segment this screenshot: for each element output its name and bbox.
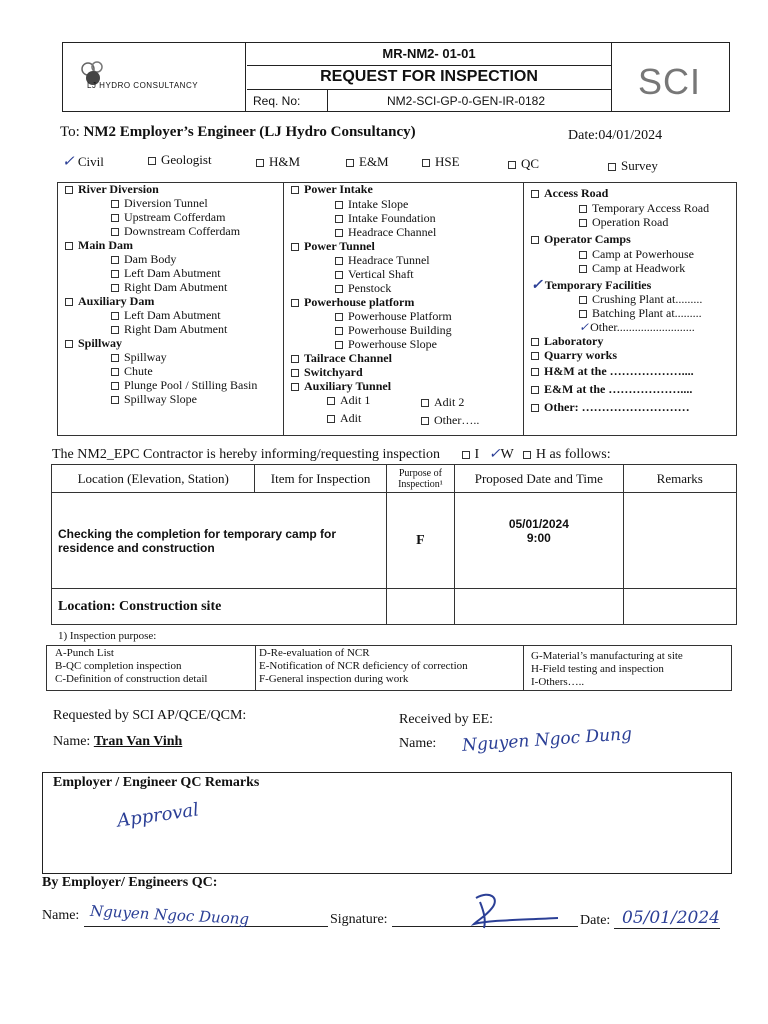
requester-name: Tran Van Vinh [93, 734, 183, 749]
footer-date-label: Date: [580, 913, 611, 928]
auxiliary-tunnel[interactable]: Auxiliary Tunnel [304, 379, 392, 393]
intake-foundation[interactable]: Intake Foundation [348, 211, 436, 225]
check-mark-icon: ✓ [531, 277, 543, 293]
form-header [62, 42, 730, 112]
signature-mark [440, 890, 560, 936]
header-date-time: Proposed Date and Time [455, 465, 623, 493]
requested-name-label: Name: [53, 734, 91, 749]
logo-text: LJ HYDRO CONSULTANCY [87, 81, 199, 90]
spillway[interactable]: Spillway [124, 350, 167, 364]
operator-camps[interactable]: Operator Camps [544, 232, 631, 246]
by-employer-label: By Employer/ Engineers QC: [42, 875, 218, 890]
received-by-label: Received by EE: [399, 712, 494, 727]
em-at[interactable]: E&M at the ……………….... [544, 382, 693, 396]
crushing-plant[interactable]: Crushing Plant at......... [592, 292, 703, 306]
purpose-g: G-Material’s manufacturing at site [531, 650, 683, 662]
proposed-time: 9:00 [526, 531, 551, 545]
request-date: Date:04/01/2024 [568, 128, 663, 143]
other-tunnel[interactable]: Other….. [434, 413, 480, 427]
form-code: MR-NM2- 01-01 [382, 46, 476, 61]
spillway-slope[interactable]: Spillway Slope [124, 392, 198, 406]
work-items-grid [57, 182, 737, 436]
powerhouse-platform-group[interactable]: Powerhouse platform [304, 295, 415, 309]
informing-text: The NM2_EPC Contractor is hereby informing/requesting inspection [52, 447, 441, 462]
req-row [247, 89, 612, 112]
headrace-channel[interactable]: Headrace Channel [348, 225, 437, 239]
switchyard[interactable]: Switchyard [304, 365, 363, 379]
purpose-a: A-Punch List [55, 647, 114, 659]
qc-remarks-box [42, 772, 732, 874]
column-civil-works [65, 182, 281, 436]
quarry-works[interactable]: Quarry works [544, 348, 617, 362]
auxiliary-dam[interactable]: Auxiliary Dam [78, 294, 155, 308]
other-item[interactable]: Other: ……………………… [544, 400, 690, 414]
checkbox-icon [608, 163, 616, 171]
discipline-hse[interactable]: HSE [422, 154, 460, 170]
spillway-group[interactable]: Spillway [78, 336, 123, 350]
header-purpose: Purpose of Inspection¹ [386, 465, 454, 493]
option-h[interactable]: H as follows: [535, 447, 611, 462]
purpose-note-title: 1) Inspection purpose: [58, 630, 157, 642]
batching-plant[interactable]: Batching Plant at......... [592, 306, 702, 320]
temporary-facilities[interactable]: Temporary Facilities [544, 278, 652, 292]
inspection-description: Checking the completion for temporary camp for residence and construction [52, 493, 387, 589]
purpose-h: H-Field testing and inspection [531, 663, 664, 675]
title-block [247, 43, 612, 89]
footer-handwritten-date: 05/01/2024 [622, 908, 720, 928]
upstream-cofferdam[interactable]: Upstream Cofferdam [124, 210, 226, 224]
checkbox-icon [508, 161, 516, 169]
checkbox-icon [256, 159, 264, 167]
left-dam-abutment[interactable]: Left Dam Abutment [124, 266, 221, 280]
purpose-d: D-Re-evaluation of NCR [259, 647, 370, 659]
discipline-row [62, 150, 702, 173]
discipline-geologist[interactable]: Geologist [148, 152, 212, 168]
company-logo [63, 43, 246, 111]
access-road[interactable]: Access Road [544, 186, 609, 200]
purpose-c: C-Definition of construction detail [55, 673, 208, 685]
headrace-tunnel[interactable]: Headrace Tunnel [348, 253, 430, 267]
dam-body[interactable]: Dam Body [124, 252, 177, 266]
table-row [52, 589, 737, 625]
header-item: Item for Inspection [255, 465, 386, 493]
adit-1[interactable]: Adit 1 [340, 393, 371, 407]
camp-powerhouse[interactable]: Camp at Powerhouse [592, 247, 694, 261]
powerhouse-building[interactable]: Powerhouse Building [348, 323, 452, 337]
inspection-table [51, 464, 737, 625]
inspection-location: Location: Construction site [52, 589, 387, 625]
check-mark-icon: ✓ [62, 152, 75, 170]
discipline-qc[interactable]: QC [508, 156, 539, 172]
footer-date-line [614, 928, 720, 929]
aux-right-abutment[interactable]: Right Dam Abutment [124, 322, 228, 336]
purpose-f: F-General inspection during work [259, 673, 409, 685]
other-facility[interactable]: Other.......................... [590, 320, 695, 334]
adit-2[interactable]: Adit 2 [434, 395, 465, 409]
requested-by-label: Requested by SCI AP/QCE/QCM: [53, 708, 247, 723]
req-label: Req. No: [253, 94, 301, 108]
receiver-handwritten-name: Nguyen Ngoc Dung [461, 724, 633, 756]
right-dam-abutment[interactable]: Right Dam Abutment [124, 280, 228, 294]
checkbox-icon [148, 157, 156, 165]
purpose-i: I-Others….. [531, 676, 585, 688]
received-name-label: Name: [399, 736, 437, 751]
checkbox-icon [346, 159, 354, 167]
option-w[interactable]: W [500, 447, 514, 462]
table-row [52, 493, 737, 589]
tailrace-channel[interactable]: Tailrace Channel [304, 351, 392, 365]
power-intake[interactable]: Power Intake [304, 182, 373, 196]
header-remarks: Remarks [623, 465, 736, 493]
remarks-handwritten: Approval [115, 799, 201, 832]
table-header-row [52, 465, 737, 493]
proposed-date: 05/01/2024 [508, 517, 569, 531]
remarks-label: Employer / Engineer QC Remarks [53, 775, 260, 790]
to-line [60, 124, 416, 141]
check-mark-icon: ✓ [488, 446, 501, 462]
purpose-legend [46, 645, 732, 691]
hm-at[interactable]: H&M at the ……………….... [544, 364, 694, 378]
informing-line [52, 446, 742, 463]
discipline-hm[interactable]: H&M [256, 154, 300, 170]
main-dam[interactable]: Main Dam [78, 238, 133, 252]
laboratory[interactable]: Laboratory [544, 334, 604, 348]
option-i[interactable]: I [474, 447, 480, 462]
to-label: To: [60, 124, 80, 140]
chute[interactable]: Chute [124, 364, 153, 378]
column-power-works [291, 182, 521, 436]
operation-road[interactable]: Operation Road [592, 215, 669, 229]
discipline-em[interactable]: E&M [346, 154, 389, 170]
sci-logo: SCI [638, 61, 702, 102]
downstream-cofferdam[interactable]: Downstream Cofferdam [124, 224, 241, 238]
check-mark-icon: ✓ [579, 320, 590, 334]
powerhouse-platform[interactable]: Powerhouse Platform [348, 309, 452, 323]
header-location: Location (Elevation, Station) [52, 465, 255, 493]
purpose-b: B-QC completion inspection [55, 660, 182, 672]
camp-headwork[interactable]: Camp at Headwork [592, 261, 686, 275]
intake-slope[interactable]: Intake Slope [348, 197, 409, 211]
footer-name-label: Name: [42, 908, 80, 923]
requested-name-line [53, 734, 182, 750]
recipient: NM2 Employer’s Engineer (LJ Hydro Consultancy) [83, 124, 416, 140]
footer-handwritten-name: Nguyen Ngoc Duong [89, 901, 250, 929]
discipline-civil[interactable]: ✓ Civil [62, 152, 104, 170]
vertical-shaft[interactable]: Vertical Shaft [348, 267, 414, 281]
proposed-date-time [455, 493, 623, 589]
checkbox-icon [422, 159, 430, 167]
river-diversion[interactable]: River Diversion [78, 182, 159, 196]
discipline-survey[interactable]: Survey [608, 158, 658, 174]
adit[interactable]: Adit [340, 411, 362, 425]
powerhouse-slope[interactable]: Powerhouse Slope [348, 337, 437, 351]
power-tunnel[interactable]: Power Tunnel [304, 239, 375, 253]
purpose-e: E-Notification of NCR deficiency of correction [259, 660, 468, 672]
purpose-value: F [386, 493, 454, 589]
column-facilities [531, 182, 735, 436]
diversion-tunnel[interactable]: Diversion Tunnel [124, 196, 208, 210]
footer-name-line [84, 926, 328, 927]
signature-label: Signature: [330, 912, 388, 927]
form-title: REQUEST FOR INSPECTION [247, 65, 611, 86]
temporary-access-road[interactable]: Temporary Access Road [592, 201, 710, 215]
req-number: NM2-SCI-GP-0-GEN-IR-0182 [387, 94, 546, 108]
remarks-cell [623, 493, 736, 589]
aux-left-abutment[interactable]: Left Dam Abutment [124, 308, 221, 322]
plunge-pool[interactable]: Plunge Pool / Stilling Basin [124, 378, 258, 392]
penstock[interactable]: Penstock [348, 281, 392, 295]
